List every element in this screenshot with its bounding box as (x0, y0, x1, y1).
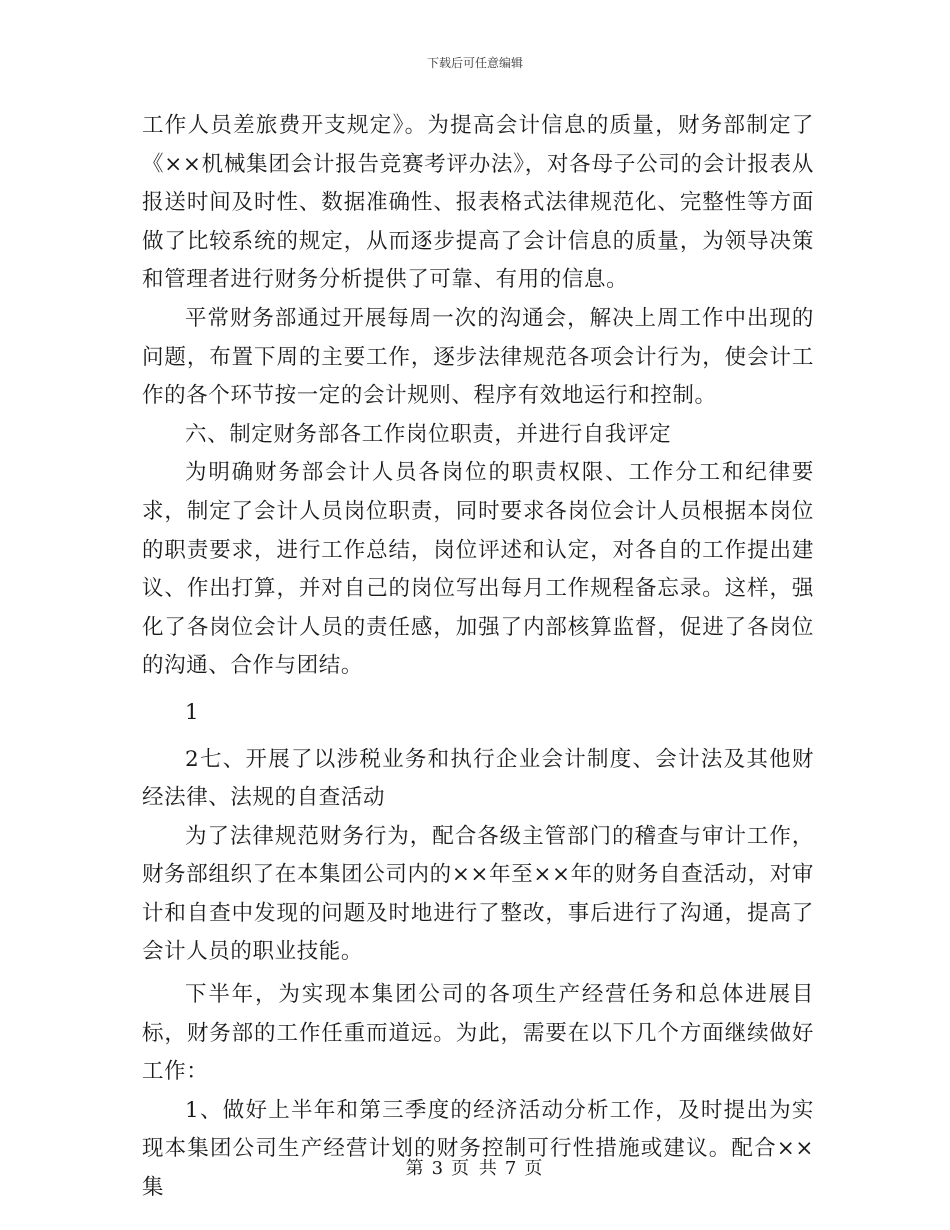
paragraph-item-one: 1、做好上半年和第三季度的经济活动分析工作，及时提出为实现本集团公司生产经营计划的财务控制可行性措施或建议。配合××集 (142, 1097, 814, 1201)
section-heading-seven: 2七、开展了以涉税业务和执行企业会计制度、会计法及其他财经法律、法规的自查活动 (142, 746, 814, 811)
paragraph-self-inspection: 为了法律规范财务行为，配合各级主管部门的稽查与审计工作，财务部组织了在本集团公司内的××年至××年的财务自查活动，对审计和自查中发现的问题及时地进行了整改，事后进行了沟通，提高了会计人员的职业技能。 (142, 823, 814, 965)
document-body (142, 107, 814, 1208)
paragraph-number-one: 1 (185, 699, 200, 725)
page-number-footer (0, 1154, 950, 1180)
footer-prefix: 第 (405, 1158, 426, 1179)
paragraph-second-half-plan: 下半年，为实现本集团公司的各项生产经营任务和总体进展目标，财务部的工作任重而道远。为此，需要在以下几个方面继续做好工作： (142, 982, 814, 1085)
section-heading-six: 六、制定财务部各工作岗位职责，并进行自我评定 (185, 421, 672, 447)
paragraph-weekly-meeting: 平常财务部通过开展每周一次的沟通会，解决上周工作中出现的问题，布置下周的主要工作，逐步法律规范各项会计行为，使会计工作的各个环节按一定的会计规则、程序有效地运行和控制。 (142, 305, 814, 409)
paragraph-travel-expense-and-report-rules: 工作人员差旅费开支规定》。为提高会计信息的质量，财务部制定了《××机械集团会计报告竞赛考评办法》，对各母子公司的会计报表从报送时间及时性、数据准确性、报表格式法律规范化、完整性等方面做了比较系统的规定，从而逐步提高了会计信息的质量，为领导决策和管理者进行财务分析提供了可靠、有用的信息。 (142, 113, 814, 293)
total-page-count: 7 (504, 1158, 519, 1179)
footer-suffix: 页 (524, 1158, 545, 1179)
footer-middle: 页 共 (451, 1158, 499, 1179)
current-page-number: 3 (431, 1158, 446, 1179)
page-header-note: 下载后可任意编辑 (426, 56, 523, 70)
paragraph-post-responsibilities: 为明确财务部会计人员各岗位的职责权限、工作分工和纪律要求，制定了会计人员岗位职责，同时要求各岗位会计人员根据本岗位的职责要求，进行工作总结，岗位评述和认定，对各自的工作提出建议、作出打算，并对自己的岗位写出每月工作规程备忘录。这样，强化了各岗位会计人员的责任感，加强了内部核算监督，促进了各岗位的沟通、合作与团结。 (142, 460, 814, 679)
